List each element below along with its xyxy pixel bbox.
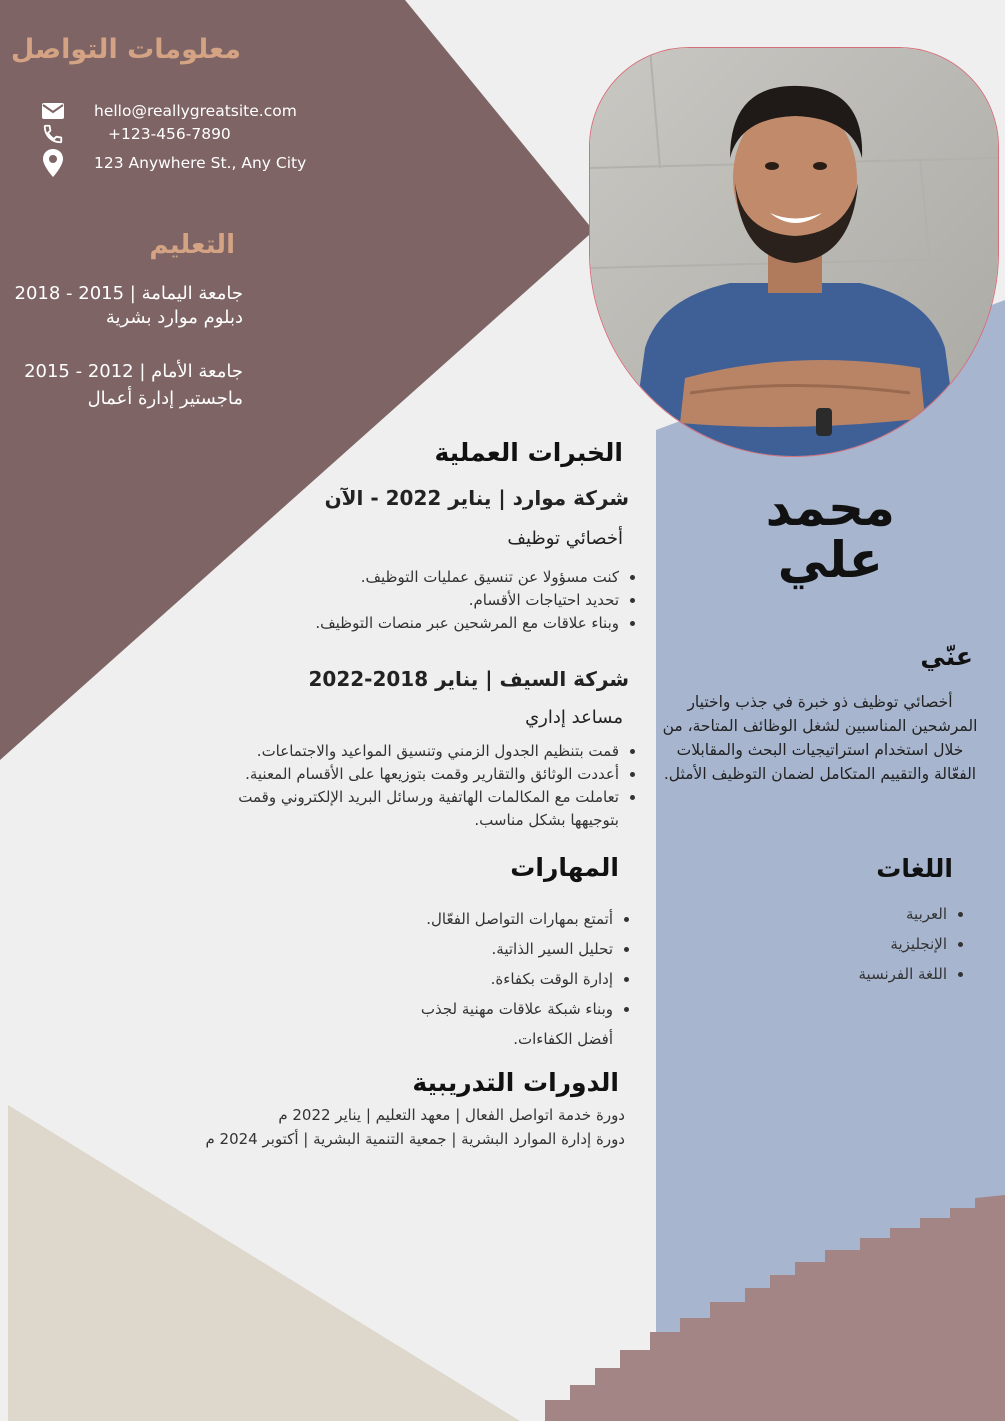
job-1-duty: • تحديد احتياجات الأقسام. xyxy=(309,589,619,612)
job-2-duty: • أعددت الوثائق والتقارير وقمت بتوزيعها على الأقسام المعنية. xyxy=(219,763,619,786)
skill-item: • تحليل السير الذاتية. xyxy=(393,934,613,964)
contact-title: معلومات التواصل xyxy=(10,34,241,65)
person-portrait-icon xyxy=(590,48,999,457)
contact-phone-row xyxy=(40,121,231,147)
job-2-role: مساعد إداري xyxy=(525,707,623,728)
last-name: علي xyxy=(777,531,883,589)
languages-title: اللغات xyxy=(876,854,953,883)
first-name: محمد xyxy=(765,479,895,537)
experience-title: الخبرات العملية xyxy=(434,438,623,467)
skills-list xyxy=(393,904,633,1054)
skill-item: • أتمتع بمهارات التواصل الفعّال. xyxy=(393,904,613,934)
job-2-duties xyxy=(219,740,639,832)
job-1-role: أخصائي توظيف xyxy=(507,528,623,549)
skill-item: • إدارة الوقت بكفاءة. xyxy=(393,964,613,994)
location-pin-icon xyxy=(40,148,66,178)
job-2-duty: • تعاملت مع المكالمات الهاتفية ورسائل البريد الإلكتروني وقمت بتوجيهها بشكل مناسب. xyxy=(219,786,619,832)
job-1-duty: • وبناء علاقات مع المرشحين عبر منصات التوظيف. xyxy=(309,612,619,635)
language-item: • الإنجليزية xyxy=(859,935,947,953)
beige-triangle xyxy=(8,1105,520,1421)
skills-title: المهارات xyxy=(510,853,619,882)
education-entry-2-degree: ماجستير إدارة أعمال xyxy=(87,388,243,409)
about-text: أخصائي توظيف ذو خبرة في جذب واختيار المرشحين المناسبين لشغل الوظائف المتاحة، من خلال استخدام استراتيجيات البحث والمقابلات الفعّالة والتقييم المتكامل لضمان التوظيف الأمثل. xyxy=(662,693,978,783)
about-title: عنّي xyxy=(920,642,973,671)
profile-photo xyxy=(589,47,999,457)
job-1-duty: • كنت مسؤولا عن تنسيق عمليات التوظيف. xyxy=(309,566,619,589)
education-entry-1-school: جامعة اليمامة | 2015 - 2018 xyxy=(14,283,243,304)
contact-phone[interactable]: +123-456-7890 xyxy=(108,125,231,143)
skill-item: • وبناء شبكة علاقات مهنية لجذب أفضل الكفاءات. xyxy=(393,994,613,1054)
contact-address-row xyxy=(40,148,306,178)
language-item: • اللغة الفرنسية xyxy=(859,965,947,983)
job-2-duty: • قمت بتنظيم الجدول الزمني وتنسيق المواعيد والاجتماعات. xyxy=(219,740,619,763)
job-2-heading: شركة السيف | يناير 2018-2022 xyxy=(308,667,629,691)
job-1-heading: شركة موارد | يناير 2022 - الآن xyxy=(324,486,629,510)
education-title: التعليم xyxy=(149,230,235,260)
education-entry-1-degree: دبلوم موارد بشرية xyxy=(105,307,243,328)
courses-title: الدورات التدريبية xyxy=(412,1068,619,1097)
course-item: دورة خدمة اتواصل الفعال | معهد التعليم | يناير 2022 م xyxy=(278,1106,625,1124)
education-entry-2-school: جامعة الأمام | 2012 - 2015 xyxy=(24,361,243,382)
person-name xyxy=(765,479,895,589)
contact-email[interactable]: hello@reallygreatsite.com xyxy=(94,102,297,120)
languages-list xyxy=(859,905,967,983)
language-item: • العربية xyxy=(859,905,947,923)
contact-address: 123 Anywhere St., Any City xyxy=(94,154,307,172)
job-1-duties xyxy=(309,566,639,635)
course-item: دورة إدارة الموارد البشرية | جمعية التنمية البشرية | أكتوبر 2024 م xyxy=(205,1130,625,1148)
phone-icon xyxy=(40,121,66,147)
